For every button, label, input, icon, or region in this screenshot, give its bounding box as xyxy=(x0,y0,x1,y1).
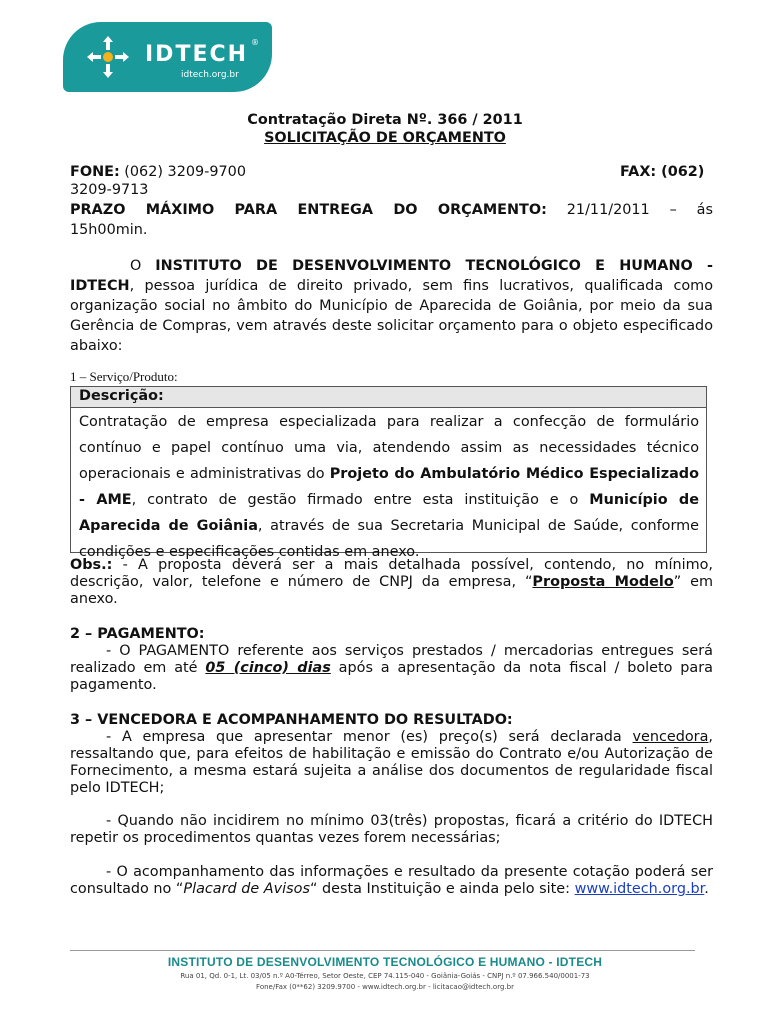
section3-heading: 3 – VENCEDORA E ACOMPANHAMENTO DO RESULTADO: xyxy=(70,712,513,728)
idtech-logo xyxy=(63,22,272,92)
winner-text-a: - A empresa que apresentar menor (es) preço(s) será declarada xyxy=(106,729,633,745)
desc-project-name: Projeto do Ambulatório Médico Especializado - AME xyxy=(79,466,699,508)
section3-paragraph-1 xyxy=(70,729,713,797)
website-link[interactable]: www.idtech.org.br xyxy=(574,881,705,897)
description-label: Descrição: xyxy=(79,388,164,404)
section3-paragraph-2: - Quando não incidirem no mínimo 03(três) propostas, ficará a critério do IDTECH repetir os procedimentos quantas vezes forem necessárias; xyxy=(70,813,713,846)
obs-text: - A proposta deverá ser a mais detalhada possível, contendo, no mínimo, descrição, valor, telefone e número de CNPJ da empresa, “ xyxy=(70,557,713,590)
followup-text-b: “ desta Instituição e ainda pelo site: xyxy=(309,881,575,897)
payment-text-b: após a apresentação da nota fiscal / boleto para pagamento. xyxy=(70,660,713,693)
footer-address: Rua 01, Qd. 0-1, Lt. 03/05 n.º A0-Térreo, Setor Oeste, CEP 74.115-040 - Goiânia-Goiás - CNPJ n.º 07.966.540/0001-73 xyxy=(180,972,590,980)
intro-paragraph xyxy=(70,256,713,356)
fax-label: FAX: (062) xyxy=(620,164,705,180)
followup-text-a: - O acompanhamento das informações e resultado da presente cotação poderá ser consultado no “ xyxy=(70,864,713,897)
logo-registered-mark: ® xyxy=(251,38,259,47)
description-box xyxy=(70,386,707,560)
desc-part-a: Contratação de empresa especializada para realizar a confecção de formulário contínuo e papel contínuo uma via, atendendo assim as necessidades técnico operacionais e administrativas do xyxy=(79,414,699,482)
description-text xyxy=(79,409,699,565)
winner-term: vencedora xyxy=(632,729,709,745)
prazo-line xyxy=(70,200,713,220)
prazo-value: 21/11/2011 – ás xyxy=(566,202,714,218)
description-box-header xyxy=(71,387,706,408)
followup-end: . xyxy=(704,881,709,897)
winner-text-b: , ressaltando que, para efeitos de habilitação e emissão do Contrato e/ou Autorização de Fornecimento, a mesma estará sujeita a análise dos documentos de regularidade fiscal pelo IDTECH; xyxy=(70,729,713,796)
footer-institute: INSTITUTO DE DESENVOLVIMENTO TECNOLÓGICO E HUMANO - IDTECH xyxy=(167,955,603,969)
logo-site: idtech.org.br xyxy=(181,70,239,80)
desc-part-e: , através de sua Secretaria Municipal de Saúde, conforme condições e especificações contidas em anexo. xyxy=(79,518,699,560)
fone-value: (062) 3209-9700 xyxy=(124,164,246,180)
obs-tail: ” em anexo. xyxy=(70,574,714,607)
prazo-label: PRAZO MÁXIMO PARA ENTREGA DO ORÇAMENTO: xyxy=(70,202,547,218)
logo-brand: IDTECH xyxy=(145,42,249,67)
footer-divider xyxy=(70,950,695,951)
section2-heading: 2 – PAGAMENTO: xyxy=(70,626,205,642)
section3-paragraph-3 xyxy=(70,864,713,898)
prazo-time: 15h00min. xyxy=(70,222,148,238)
document-title: Contratação Direta Nº. 366 / 2011 xyxy=(247,112,523,128)
idtech-logo-icon xyxy=(87,36,129,78)
obs-label: Obs.: xyxy=(70,557,113,573)
section1-label: 1 – Serviço/Produto: xyxy=(70,369,178,384)
document-subtitle: SOLICITAÇÃO DE ORÇAMENTO xyxy=(264,130,506,146)
payment-text-a: - O PAGAMENTO referente aos serviços prestados / mercadorias entregues será realizado em até xyxy=(70,643,713,676)
footer-contact: Fone/Fax (0**62) 3209.9700 - www.idtech.org.br - licitacao@idtech.org.br xyxy=(256,983,514,991)
obs-paragraph xyxy=(70,557,713,608)
section2-paragraph xyxy=(70,643,713,694)
fax-value: 3209-9713 xyxy=(70,182,149,198)
intro-text: , pessoa jurídica de direito privado, sem fins lucrativos, qualificada como organização social no âmbito do Município de Aparecida de Goiânia, por meio da sua Gerência de Compras, vem através deste solicitar orçamento para o objeto especificado abaixo: xyxy=(70,278,713,354)
fone-line xyxy=(70,162,246,182)
desc-municipality: Município de Aparecida de Goiânia xyxy=(79,492,699,534)
placard-term: Placard de Avisos xyxy=(183,881,310,897)
payment-deadline: 05 (cinco) dias xyxy=(205,660,331,676)
intro-institute: INSTITUTO DE DESENVOLVIMENTO TECNOLÓGICO E HUMANO - IDTECH xyxy=(70,258,714,294)
intro-prefix: O xyxy=(130,258,142,274)
fone-label: FONE: xyxy=(70,164,120,180)
desc-part-c: , contrato de gestão firmado entre esta instituição e o xyxy=(131,492,590,508)
proposta-modelo-link[interactable]: Proposta Modelo xyxy=(532,574,674,590)
